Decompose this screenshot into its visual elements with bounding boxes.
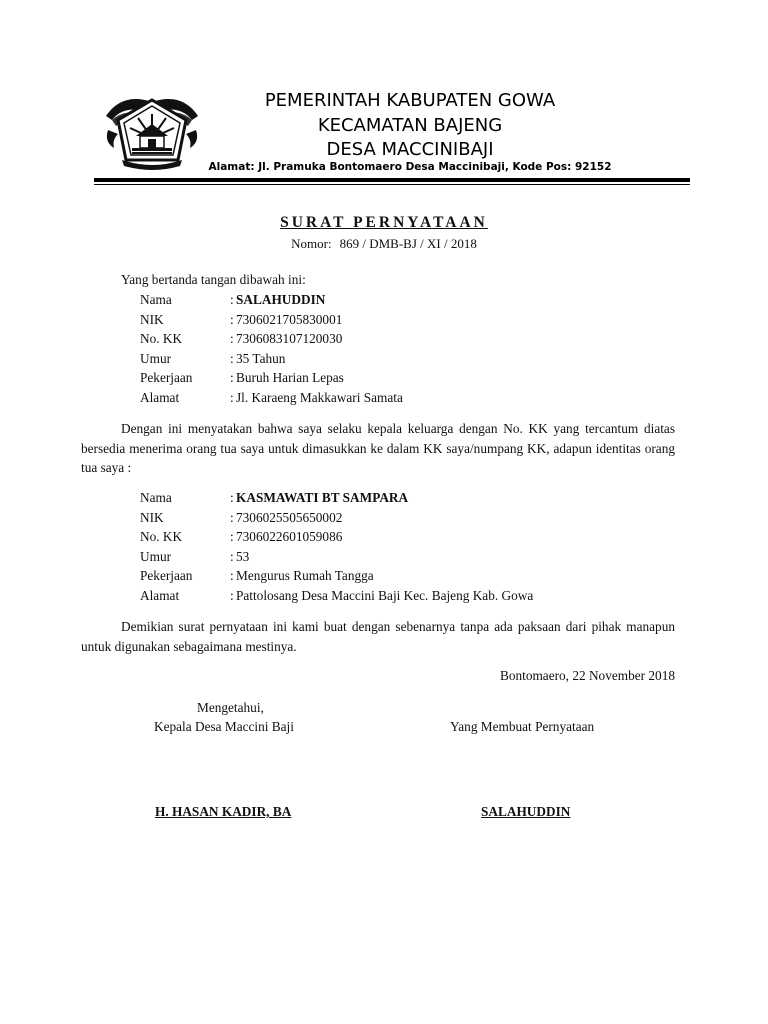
letterhead: [0, 0, 768, 190]
acknowledged-label: Mengetahui,: [197, 700, 264, 715]
identity-value: 53: [236, 548, 250, 564]
closing-text: Demikian surat pernyataan ini kami buat dengan sebenarnya tanpa ada paksaan dari pihak manapun untuk digunakan sebagaimana mestinya.: [81, 619, 675, 654]
identity-row: [140, 588, 700, 607]
letterhead-divider-thin: [94, 184, 690, 185]
identity-value: KASMAWATI BT SAMPARA: [236, 490, 409, 505]
identity-colon: :: [230, 331, 234, 346]
identity-label: Nama: [140, 292, 172, 307]
identity-value: SALAHUDDIN: [236, 292, 326, 307]
document-number-value: 869 / DMB-BJ / XI / 2018: [339, 236, 477, 251]
letterhead-address: Alamat: Jl. Pramuka Bontomaero Desa Maccinibaji, Kode Pos: 92152: [208, 161, 612, 173]
identity-label: Umur: [140, 548, 172, 564]
identity-row: [140, 568, 700, 587]
identity-label: NIK: [140, 311, 164, 327]
identity-value: 7306022601059086: [236, 529, 343, 544]
identity-colon: :: [230, 389, 234, 405]
identity-value: Mengurus Rumah Tangga: [236, 568, 374, 583]
document-number: [0, 236, 768, 252]
document-title: SURAT PERNYATAAN: [280, 214, 488, 231]
statement-text: Dengan ini menyatakan bahwa saya selaku kepala keluarga dengan No. KK yang tercantum diatas bersedia menerima orang tua saya untuk dimasukkan ke dalam KK saya/numpang KK, adapun identitas orang tua saya :: [81, 421, 675, 475]
identity-row: [140, 529, 700, 548]
statement-paragraph: [81, 419, 675, 478]
intro-text: Yang bertanda tangan dibawah ini:: [121, 272, 306, 287]
identity-row: [140, 390, 700, 409]
identity-label: Umur: [140, 350, 172, 366]
place-date: Bontomaero, 22 November 2018: [499, 668, 675, 683]
identity-value: 35 Tahun: [236, 350, 286, 366]
identity-colon: :: [230, 548, 234, 564]
identity-value: 7306083107120030: [236, 331, 343, 346]
village-head-name: H. HASAN KADIR, BA: [155, 804, 292, 819]
identity-colon: :: [230, 529, 234, 544]
identity-value: 7306025505650002: [236, 509, 343, 525]
declarant-signature-name: SALAHUDDIN: [481, 804, 571, 819]
identity-row: [140, 510, 700, 529]
identity-label: No. KK: [140, 529, 183, 544]
identity-colon: :: [230, 509, 234, 525]
declarant-title: Yang Membuat Pernyataan: [450, 719, 595, 734]
identity-colon: :: [230, 350, 234, 366]
identity-label: No. KK: [140, 331, 183, 346]
village-head-title: Kepala Desa Maccini Baji: [154, 719, 294, 734]
closing-paragraph: [81, 617, 675, 656]
identity-row: [140, 490, 700, 509]
identity-colon: :: [230, 370, 234, 385]
document-number-label: Nomor:: [291, 236, 332, 251]
identity-value: Jl. Karaeng Makkawari Samata: [236, 389, 403, 405]
identity-label: Alamat: [140, 587, 180, 603]
identity-label: Nama: [140, 490, 172, 505]
identity-row: [140, 370, 700, 389]
identity-colon: :: [230, 587, 234, 603]
identity-value: Pattolosang Desa Maccini Baji Kec. Bajeng Kab. Gowa: [236, 587, 534, 603]
identity-value: 7306021705830001: [236, 311, 343, 327]
letterhead-government: PEMERINTAH KABUPATEN GOWA: [264, 90, 556, 111]
identity-row: [140, 292, 700, 311]
letterhead-district: KECAMATAN BAJENG: [317, 115, 503, 136]
identity-row: [140, 331, 700, 350]
identity-colon: :: [230, 490, 234, 505]
letterhead-divider-thick: [94, 178, 690, 182]
identity-colon: :: [230, 311, 234, 327]
letterhead-village: DESA MACCINIBAJI: [326, 139, 494, 160]
identity-row: [140, 351, 700, 370]
identity-row: [140, 549, 700, 568]
identity-label: Alamat: [140, 389, 180, 405]
identity-colon: :: [230, 568, 234, 583]
identity-value: Buruh Harian Lepas: [236, 370, 344, 385]
identity-label: Pekerjaan: [140, 568, 193, 583]
identity-label: NIK: [140, 509, 164, 525]
identity-label: Pekerjaan: [140, 370, 193, 385]
identity-row: [140, 312, 700, 331]
identity-colon: :: [230, 292, 234, 307]
